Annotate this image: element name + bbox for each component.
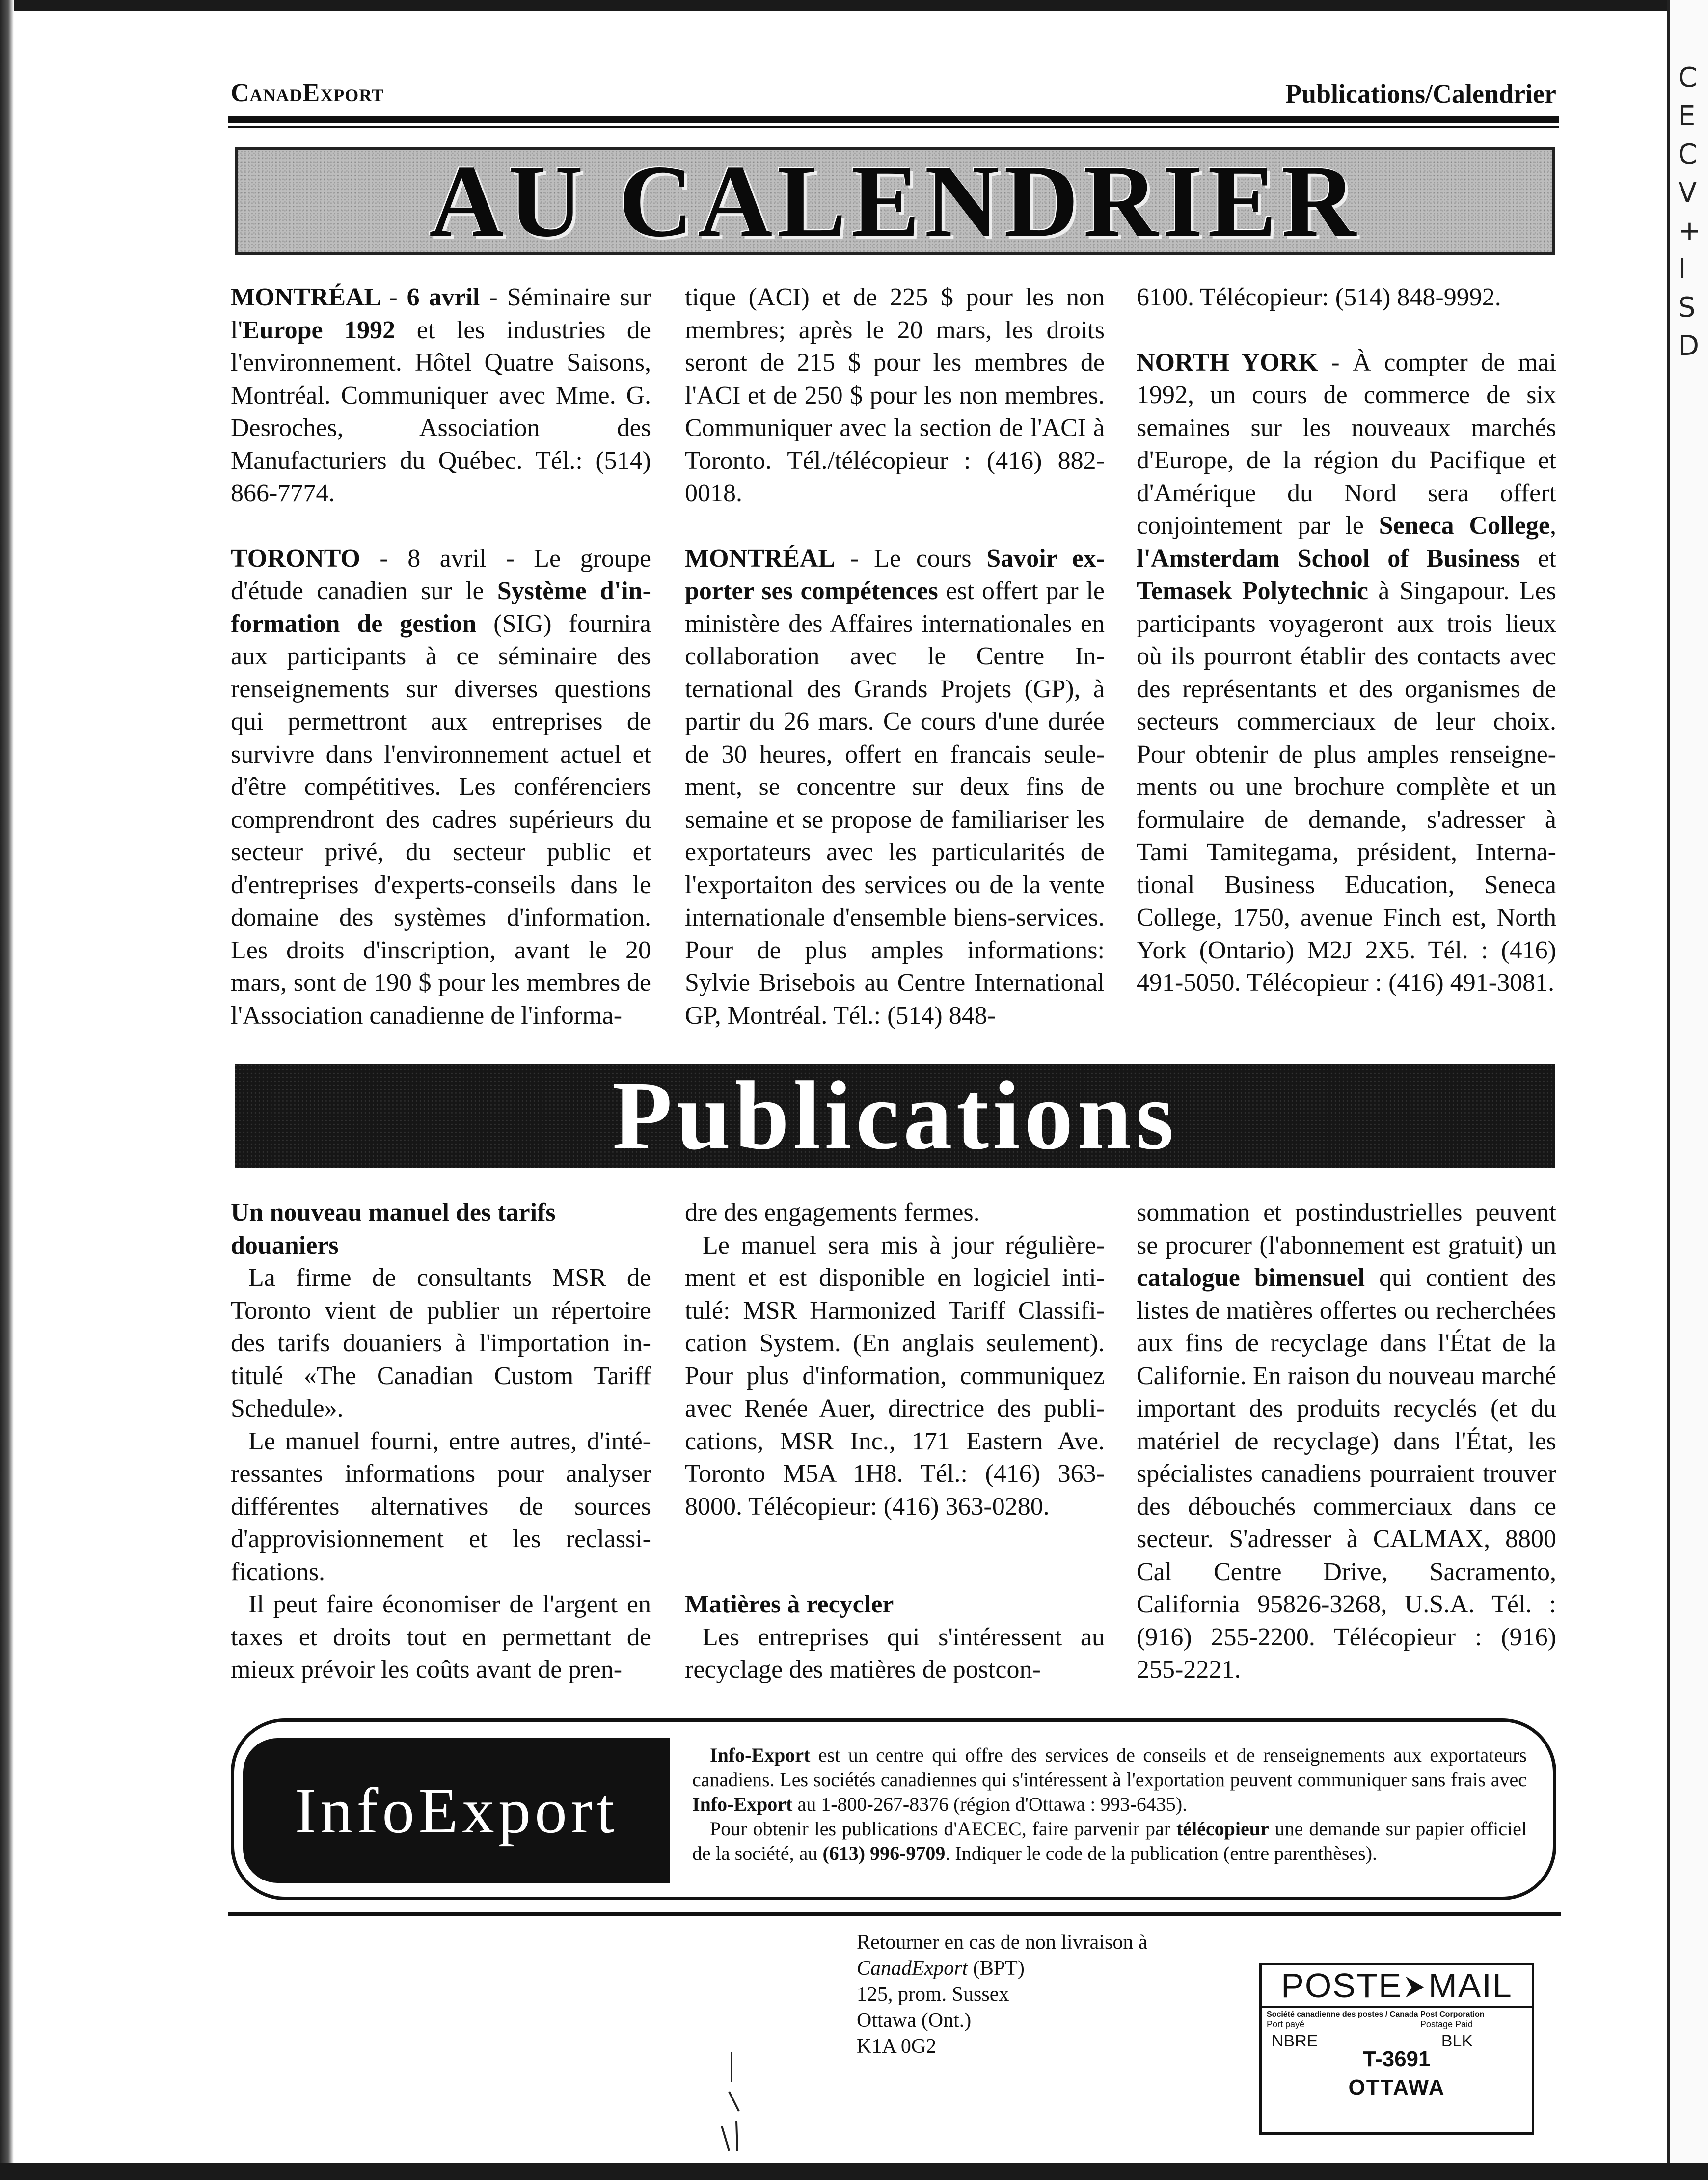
publications-column-3	[1137, 1197, 1556, 1687]
calendar-entry-montreal-europe: MONTRÉAL - 6 avril - Séminaire sur l'Europe 1992 et les industries de l'environnement. Hôtel Quatre Saisons, Montréal. Communiquer avec Mme. G. Desroches, Association des Manufacturiers du Québec. Tél.: (514) 866-7774.	[231, 283, 651, 507]
header-rule	[228, 116, 1559, 123]
calendar-title: AU CALENDRIER	[429, 144, 1361, 258]
article-paragraph: Les entreprises qui s'intéressent au recyclage des matières de postcon-	[685, 1623, 1105, 1684]
margin-handwriting: C E C V + I S D	[1678, 62, 1701, 362]
calendar-entry-montreal-continued: 6100. Télécopieur: (514) 848-9992.	[1137, 283, 1501, 311]
article-paragraph: sommation et postindustrielles peuvent se procurer (l'abonnement est gratuit) un catalogue bimensuel qui contient des listes de matières offertes ou recherchées aux fins de recyclage dans l'État de la Californie. En raison du nouveau marché important des produits recyclés (et du matériel de recyclage) dans l'État, les spécialistes canadiens pourraient trouver des débouchés commerciaux dans ce secteur. S'adresser à CALMAX, 8800 Cal Centre Drive, Sacramento, California 95826-3268, U.S.A. Tél. : (916) 255-2200. Télécopieur : (916) 255-2221.	[1137, 1199, 1556, 1684]
article-heading-recycling: Matières à recycler	[685, 1590, 894, 1618]
calendar-column-1	[231, 281, 651, 1032]
article-heading-tariff-manual: Un nouveau manuel des tarifs douaniers	[231, 1199, 556, 1259]
calendar-column-2	[685, 281, 1105, 1032]
calendar-banner	[235, 144, 1555, 258]
postage-paid-indicia: POSTE ⮞ MAIL Société canadienne des postes / Canada Post Corporation Port payé Postage Paid NBRE BLK T-3691 OTTAWA	[1259, 1963, 1534, 2135]
postage-city: OTTAWA	[1348, 2075, 1445, 2099]
article-paragraph: Le manuel fourni, entre autres, d'intéressantes informations pour analyser différentes alternatives de sources d'approvisionnement et les reclassifications.	[231, 1427, 651, 1586]
postage-logo: POSTE ⮞ MAIL	[1262, 1965, 1532, 2008]
infoexport-text: Info-Export est un centre qui offre des services de conseils et de renseignements aux exportateurs canadiens. Les sociétés canadiennes qui s'intéressent à l'exportation peuvent communiquer sans frais avec Info-Export au 1-800-267-8376 (région d'Ottawa : 993-6435). Pour obtenir les publications d'AECEC, faire parvenir par télécopieur une demande sur papier officiel de la société, au (613) 996-9709. Indiquer le code de la publication (entre parenthèses).	[692, 1744, 1527, 1864]
publications-banner	[235, 1064, 1555, 1168]
publications-column-1	[231, 1197, 651, 1687]
arrow-icon: ⮞	[1405, 1970, 1426, 2000]
section-name: Publications/Calendrier	[1285, 79, 1556, 109]
article-paragraph: dre des engagements fermes.	[685, 1199, 980, 1226]
pen-mark	[702, 2052, 761, 2151]
infoexport-logo: InfoExport	[243, 1738, 670, 1883]
postage-permit-number: T-3691	[1363, 2047, 1431, 2071]
calendar-column-3	[1137, 281, 1556, 1000]
article-paragraph: Il peut faire économiser de l'argent en taxes et droits tout en permettant de mieux prévoir les coûts avant de pren-	[231, 1590, 651, 1684]
footer-rule	[228, 1912, 1561, 1916]
calendar-entry-toronto-continued: tique (ACI) et de 225 $ pour les non membres; après le 20 mars, les droits seront de 215 $ pour les membres de l'ACI et de 250 $ pour les non membres. Communiquer avec la section de l'ACI à Toronto. Tél./télécopieur : (416) 882-0018.	[685, 283, 1105, 507]
calendar-entry-montreal-course: MONTRÉAL - Le cours Savoir exporter ses compétences est offert par le ministère des Affaires internationales en collaboration avec le Centre International des Grands Projets (GP), à partir du 26 mars. Ce cours d'une durée de 30 heures, offert en francais seulement, se concentre sur deux fins de semaine et se propose de familiariser les exportateurs avec les particularités de l'exportaiton des services ou de la vente internationale d'ensemble biens-services. Pour de plus amples informations: Sylvie Brisebois au Centre International GP, Montréal. Tél.: (514) 848-	[685, 544, 1105, 1030]
publications-title: Publications	[612, 1062, 1178, 1170]
header-rule-thin	[228, 126, 1559, 128]
scan-edge-left	[0, 0, 14, 2180]
article-paragraph: Le manuel sera mis à jour régulièrement et est disponible en logiciel intitulé: MSR Harmonized Tariff Classification System. (En anglais seulement). Pour plus d'information, communiquez avec Renée Auer, directrice des publications, MSR Inc., 171 Eastern Ave. Toronto M5A 1H8. Tél.: (416) 363-8000. Télécopieur: (416) 363-0280.	[685, 1231, 1105, 1521]
scan-edge-top	[0, 0, 1708, 11]
calendar-entry-toronto: TORONTO - 8 avril - Le groupe d'étude canadien sur le Système d'information de gestion (SIG) fournira aux participants à ce séminaire des renseignements sur diverses questions qui permettront aux entreprises de survivre dans l'environnement actuel et d'être compétitives. Les conférenciers comprendront des cadres supérieurs du secteur privé, du secteur public et d'entreprises d'experts-conseils dans le domaine des systèmes d'information. Les droits d'inscription, avant le 20 mars, sont de 190 $ pour les membres de l'Association canadienne de l'informa-	[231, 544, 651, 1030]
return-address: Retourner en cas de non livraison à CanadExport (BPT) 125, prom. Sussex Ottawa (Ont.) K1A 0G2	[857, 1931, 1148, 2058]
publications-column-2	[685, 1197, 1105, 1687]
scan-edge-bottom	[0, 2163, 1708, 2180]
calendar-entry-north-york: NORTH YORK - À compter de mai 1992, un cours de commerce de six semaines sur les nouveaux marchés d'Europe, de la région du Pacifique et d'Amérique du Nord sera offert conjointement par le Seneca College, l'Amsterdam School of Business et Temasek Polytechnic à Singapour. Les participants voyageront aux trois lieux où ils pourront établir des contacts avec des représentants et des organismes de secteurs commerciaux de leur choix. Pour obtenir de plus amples renseignements ou une brochure complète et un formulaire de demande, s'adresser à Tami Tamitegama, président, International Business Education, Seneca College, 1750, avenue Finch est, North York (Ontario) M2J 2X5. Tél. : (416) 491-5050. Télécopieur : (416) 491-3081.	[1137, 348, 1557, 997]
publication-name: CanadExport	[231, 79, 384, 107]
article-paragraph: La firme de consultants MSR de Toronto vient de publier un répertoire des tarifs douaniers à l'importation intitulé «The Canadian Custom Tariff Schedule».	[231, 1264, 651, 1422]
